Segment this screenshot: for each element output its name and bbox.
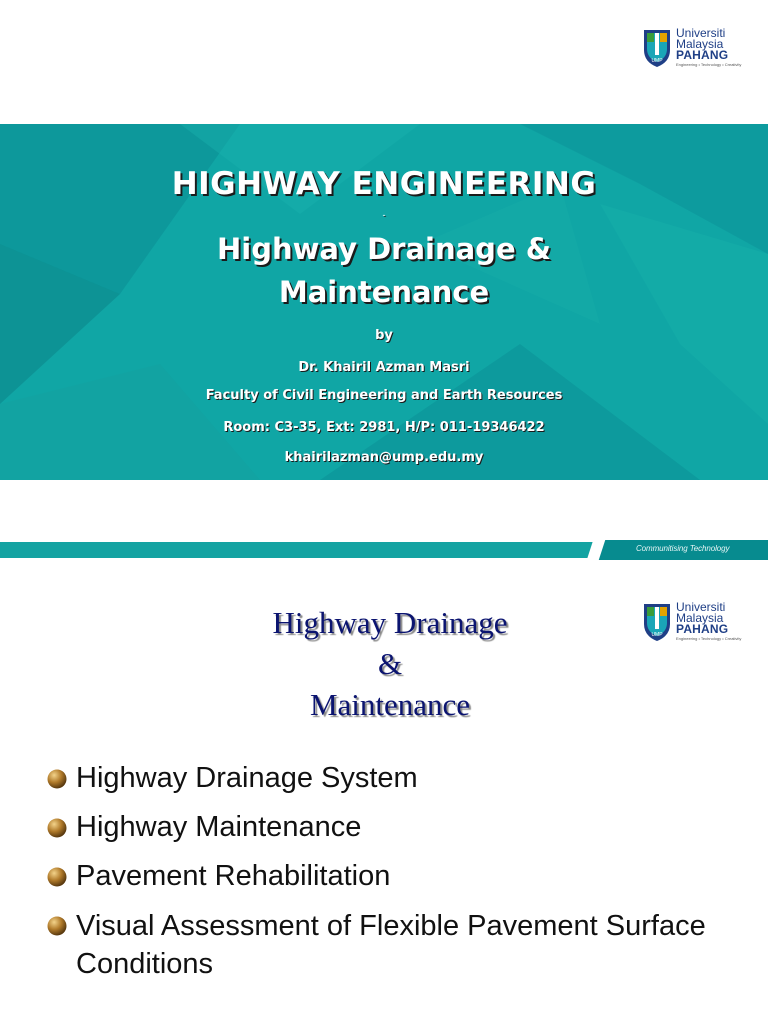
title-separator: - bbox=[382, 210, 386, 220]
logo-line-1: Universiti bbox=[676, 600, 726, 614]
bullet-text: Highway Maintenance bbox=[76, 811, 362, 843]
svg-text:UMP: UMP bbox=[651, 58, 663, 64]
shield-icon bbox=[642, 602, 672, 642]
logo-line-3: PAHANG bbox=[676, 622, 729, 636]
slide-footer bbox=[0, 540, 768, 560]
bullet-list bbox=[46, 760, 746, 995]
by-label: by bbox=[375, 328, 393, 343]
slide-title-line-2: & bbox=[377, 646, 403, 681]
contact-info: Room: C3-35, Ext: 2981, H/P: 011-19346422 bbox=[223, 420, 545, 435]
content-slide bbox=[0, 560, 768, 1024]
sphere-bullet-icon bbox=[46, 768, 68, 790]
logo-tagline: Engineering • Technology • Creativity bbox=[676, 636, 742, 641]
list-item bbox=[46, 760, 746, 797]
bullet-text: Pavement Rehabilitation bbox=[76, 860, 391, 892]
footer-tagline: Communitising Technology bbox=[636, 544, 730, 553]
logo-line-2: Malaysia bbox=[676, 37, 724, 51]
bullet-text: Highway Drainage System bbox=[76, 762, 418, 794]
slide-title-line-3: Maintenance bbox=[309, 687, 471, 722]
faculty-name: Faculty of Civil Engineering and Earth Resources bbox=[205, 388, 563, 403]
email-address: khairilazman@ump.edu.my bbox=[284, 450, 484, 465]
list-item bbox=[46, 907, 746, 983]
list-item bbox=[46, 809, 746, 846]
sphere-bullet-icon bbox=[46, 817, 68, 839]
footer-bar bbox=[0, 542, 596, 558]
university-logo-2 bbox=[642, 602, 741, 642]
shield-icon bbox=[642, 28, 672, 68]
logo-line-1: Universiti bbox=[676, 26, 726, 40]
subtitle bbox=[0, 228, 768, 314]
subtitle-line-1: Highway Drainage & bbox=[217, 232, 551, 266]
slide-title-line-1: Highway Drainage bbox=[272, 605, 508, 640]
logo-line-3: PAHANG bbox=[676, 48, 729, 62]
svg-text:UMP: UMP bbox=[651, 632, 663, 638]
logo-line-2: Malaysia bbox=[676, 611, 724, 625]
subtitle-line-2: Maintenance bbox=[278, 275, 490, 309]
sphere-bullet-icon bbox=[46, 866, 68, 888]
logo-tagline: Engineering • Technology • Creativity bbox=[676, 62, 742, 67]
main-title: HIGHWAY ENGINEERING bbox=[171, 166, 597, 202]
university-logo bbox=[642, 28, 741, 68]
list-item bbox=[46, 858, 746, 895]
title-banner bbox=[0, 124, 768, 480]
sphere-bullet-icon bbox=[46, 915, 68, 937]
slide-title bbox=[140, 602, 640, 725]
bullet-text: Visual Assessment of Flexible Pavement Surface Conditions bbox=[76, 910, 706, 980]
author-name: Dr. Khairil Azman Masri bbox=[298, 360, 470, 375]
